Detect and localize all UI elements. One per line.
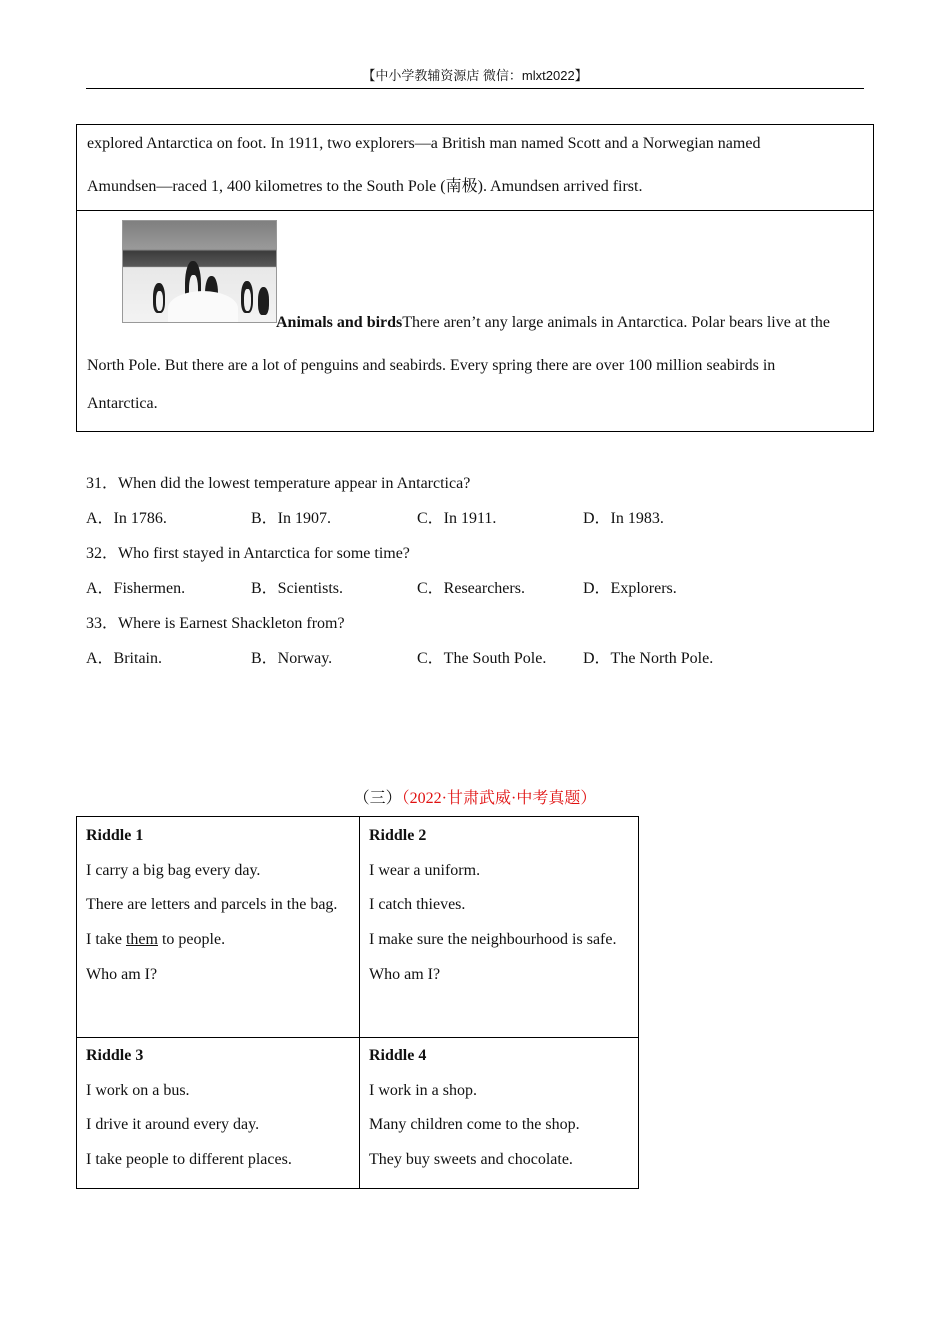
question-33: 33．Where is Earnest Shackleton from?	[86, 615, 345, 632]
passage-table	[76, 124, 874, 432]
riddle-line: Many children come to the shop.	[369, 1116, 580, 1133]
q32-option-b: B．Scientists.	[251, 580, 344, 597]
q31-option-c: C．In 1911.	[417, 510, 497, 527]
page-header: 【中小学教辅资源店 微信：mlxt2022】	[86, 66, 864, 89]
passage-line: Antarctica.	[87, 395, 158, 412]
riddle-line: Who am I?	[369, 966, 441, 983]
penguin-photo	[122, 220, 277, 323]
riddle-line: Who am I?	[86, 966, 158, 983]
riddle-line: I catch thieves.	[369, 896, 466, 913]
q31-option-b: B．In 1907.	[251, 510, 332, 527]
section-source: （2022·甘肃武威·中考真题）	[401, 790, 597, 807]
passage-row-explorers	[77, 125, 873, 211]
riddle-line: I work in a shop.	[369, 1082, 477, 1099]
q33-option-c: C．The South Pole.	[417, 650, 547, 667]
riddle-line: There are letters and parcels in the bag.	[86, 896, 338, 913]
q31-option-d: D．In 1983.	[583, 510, 664, 527]
q33-option-d: D．The North Pole.	[583, 650, 714, 667]
q31-option-a: A．In 1786.	[86, 510, 167, 527]
q32-option-c: C．Researchers.	[417, 580, 525, 597]
q32-option-d: D．Explorers.	[583, 580, 677, 597]
riddle-line: I drive it around every day.	[86, 1116, 260, 1133]
riddle-line: I work on a bus.	[86, 1082, 190, 1099]
animals-paragraph-first-line	[276, 314, 830, 332]
passage-line: There aren’t any large animals in Antarctica. Polar bears live at the	[402, 314, 830, 331]
question-31: 31．When did the lowest temperature appear in Antarctica?	[86, 475, 471, 492]
q32-option-a: A．Fishermen.	[86, 580, 186, 597]
riddle-line: I take them to people.	[86, 931, 226, 948]
riddle-title: Riddle 1	[86, 827, 144, 844]
riddle-line: I take people to different places.	[86, 1151, 292, 1168]
passage-line: Amundsen—raced 1, 400 kilometres to the South Pole (南极). Amundsen arrived first.	[87, 178, 643, 195]
riddle-title: Riddle 4	[369, 1047, 427, 1064]
q33-option-a: A．Britain.	[86, 650, 162, 667]
riddle-title: Riddle 2	[369, 827, 427, 844]
riddle-line: I carry a big bag every day.	[86, 862, 261, 879]
riddle-line: I make sure the neighbourhood is safe.	[369, 931, 617, 948]
q33-option-b: B．Norway.	[251, 650, 333, 667]
passage-line: explored Antarctica on foot. In 1911, two explorers—a British man named Scott and a Norwegian named	[87, 135, 761, 152]
section-heading	[0, 785, 950, 808]
animals-heading: Animals and birds	[276, 314, 403, 331]
underlined-word: them	[125, 931, 158, 948]
riddle-line: I wear a uniform.	[369, 862, 481, 879]
passage-line: North Pole. But there are a lot of penguins and seabirds. Every spring there are over 100 million seabirds in	[87, 357, 776, 374]
riddles-table	[76, 816, 639, 1189]
section-number: （三）	[353, 790, 402, 807]
riddle-title: Riddle 3	[86, 1047, 144, 1064]
riddle-line: They buy sweets and chocolate.	[369, 1151, 573, 1168]
question-32: 32．Who first stayed in Antarctica for some time?	[86, 545, 410, 562]
